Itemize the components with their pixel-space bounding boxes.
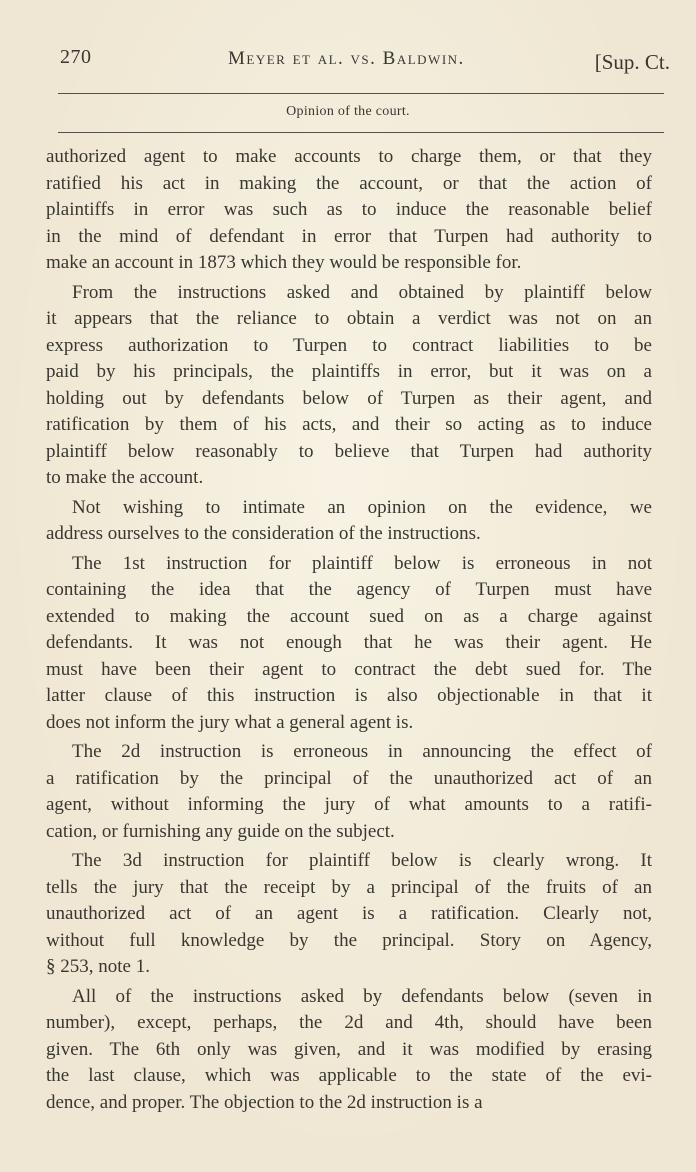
text-line: make an account in 1873 which they would be responsible for.: [46, 252, 522, 273]
header-rule-top: [58, 93, 664, 94]
text-line: given. The 6th only was given, and it was modified by erasing: [46, 1038, 652, 1060]
text-line: The 1st instruction for plaintiff below is erroneous in not: [72, 552, 652, 574]
text-line: plaintiff below reasonably to believe that Turpen had authority: [46, 440, 652, 462]
text-line: The 2d instruction is erroneous in announcing the effect of: [72, 741, 652, 762]
text-line: cation, or furnishing any guide on the subject.: [46, 820, 395, 842]
paragraph: [46, 984, 652, 1117]
text-line: extended to making the account sued on as a charge against: [46, 605, 652, 627]
text-line: does not inform the jury what a general agent is.: [46, 711, 414, 733]
opinion-body: [46, 144, 652, 1116]
running-title: Meyer et al. vs. Baldwin.: [228, 48, 465, 69]
paragraph: [46, 739, 652, 845]
paragraph: [46, 280, 652, 492]
court-label: [Sup. Ct.: [594, 50, 670, 74]
text-line: plaintiffs in error was such as to induce the reasonable belief: [46, 199, 652, 220]
text-line: it appears that the reliance to obtain a verdict was not on an: [46, 308, 652, 329]
text-line: agent, without informing the jury of what amounts to a ratifi-: [46, 794, 652, 815]
page-number: 270: [60, 46, 92, 68]
text-line: holding out by defendants below of Turpen as their agent, and: [46, 387, 652, 409]
text-line: From the instructions asked and obtained by plaintiff below: [72, 281, 652, 303]
text-line: number), except, perhaps, the 2d and 4th, should have been: [46, 1012, 652, 1033]
paragraph: [46, 848, 652, 981]
paragraph: [46, 551, 652, 737]
text-line: must have been their agent to contract the debt sued for. The: [46, 658, 652, 680]
text-line: to make the account.: [46, 467, 204, 488]
text-line: without full knowledge by the principal. Story on Agency,: [46, 929, 652, 951]
text-line: Not wishing to intimate an opinion on the evidence, we: [72, 496, 652, 518]
text-line: ratification by them of his acts, and their so acting as to induce: [46, 414, 652, 435]
text-line: defendants. It was not enough that he was their agent. He: [46, 632, 652, 653]
text-line: dence, and proper. The objection to the 2d instruction is a: [46, 1091, 483, 1113]
text-line: The 3d instruction for plaintiff below is clearly wrong. It: [72, 850, 652, 871]
text-line: paid by his principals, the plaintiffs in error, but it was on a: [46, 361, 652, 382]
text-line: authorized agent to make accounts to charge them, or that they: [46, 146, 652, 167]
paragraph: [46, 144, 652, 277]
text-line: a ratification by the principal of the unauthorized act of an: [46, 767, 652, 789]
text-line: ratified his act in making the account, or that the action of: [46, 172, 652, 194]
running-header: [60, 44, 670, 78]
text-line: the last clause, which was applicable to the state of the evi-: [46, 1065, 652, 1086]
text-line: unauthorized act of an agent is a ratification. Clearly not,: [46, 903, 652, 924]
text-line: address ourselves to the consideration of the instructions.: [46, 523, 481, 544]
text-line: express authorization to Turpen to contract liabilities to be: [46, 334, 652, 356]
text-line: § 253, note 1.: [46, 956, 150, 977]
text-line: tells the jury that the receipt by a principal of the fruits of an: [46, 876, 652, 898]
paragraph: [46, 495, 652, 548]
text-line: containing the idea that the agency of Turpen must have: [46, 579, 652, 600]
section-label: Opinion of the court.: [286, 104, 410, 119]
text-line: All of the instructions asked by defendants below (seven in: [72, 985, 652, 1007]
header-rule-bottom: [58, 132, 664, 133]
text-line: in the mind of defendant in error that Turpen had authority to: [46, 225, 652, 247]
text-line: latter clause of this instruction is also objectionable in that it: [46, 685, 652, 706]
